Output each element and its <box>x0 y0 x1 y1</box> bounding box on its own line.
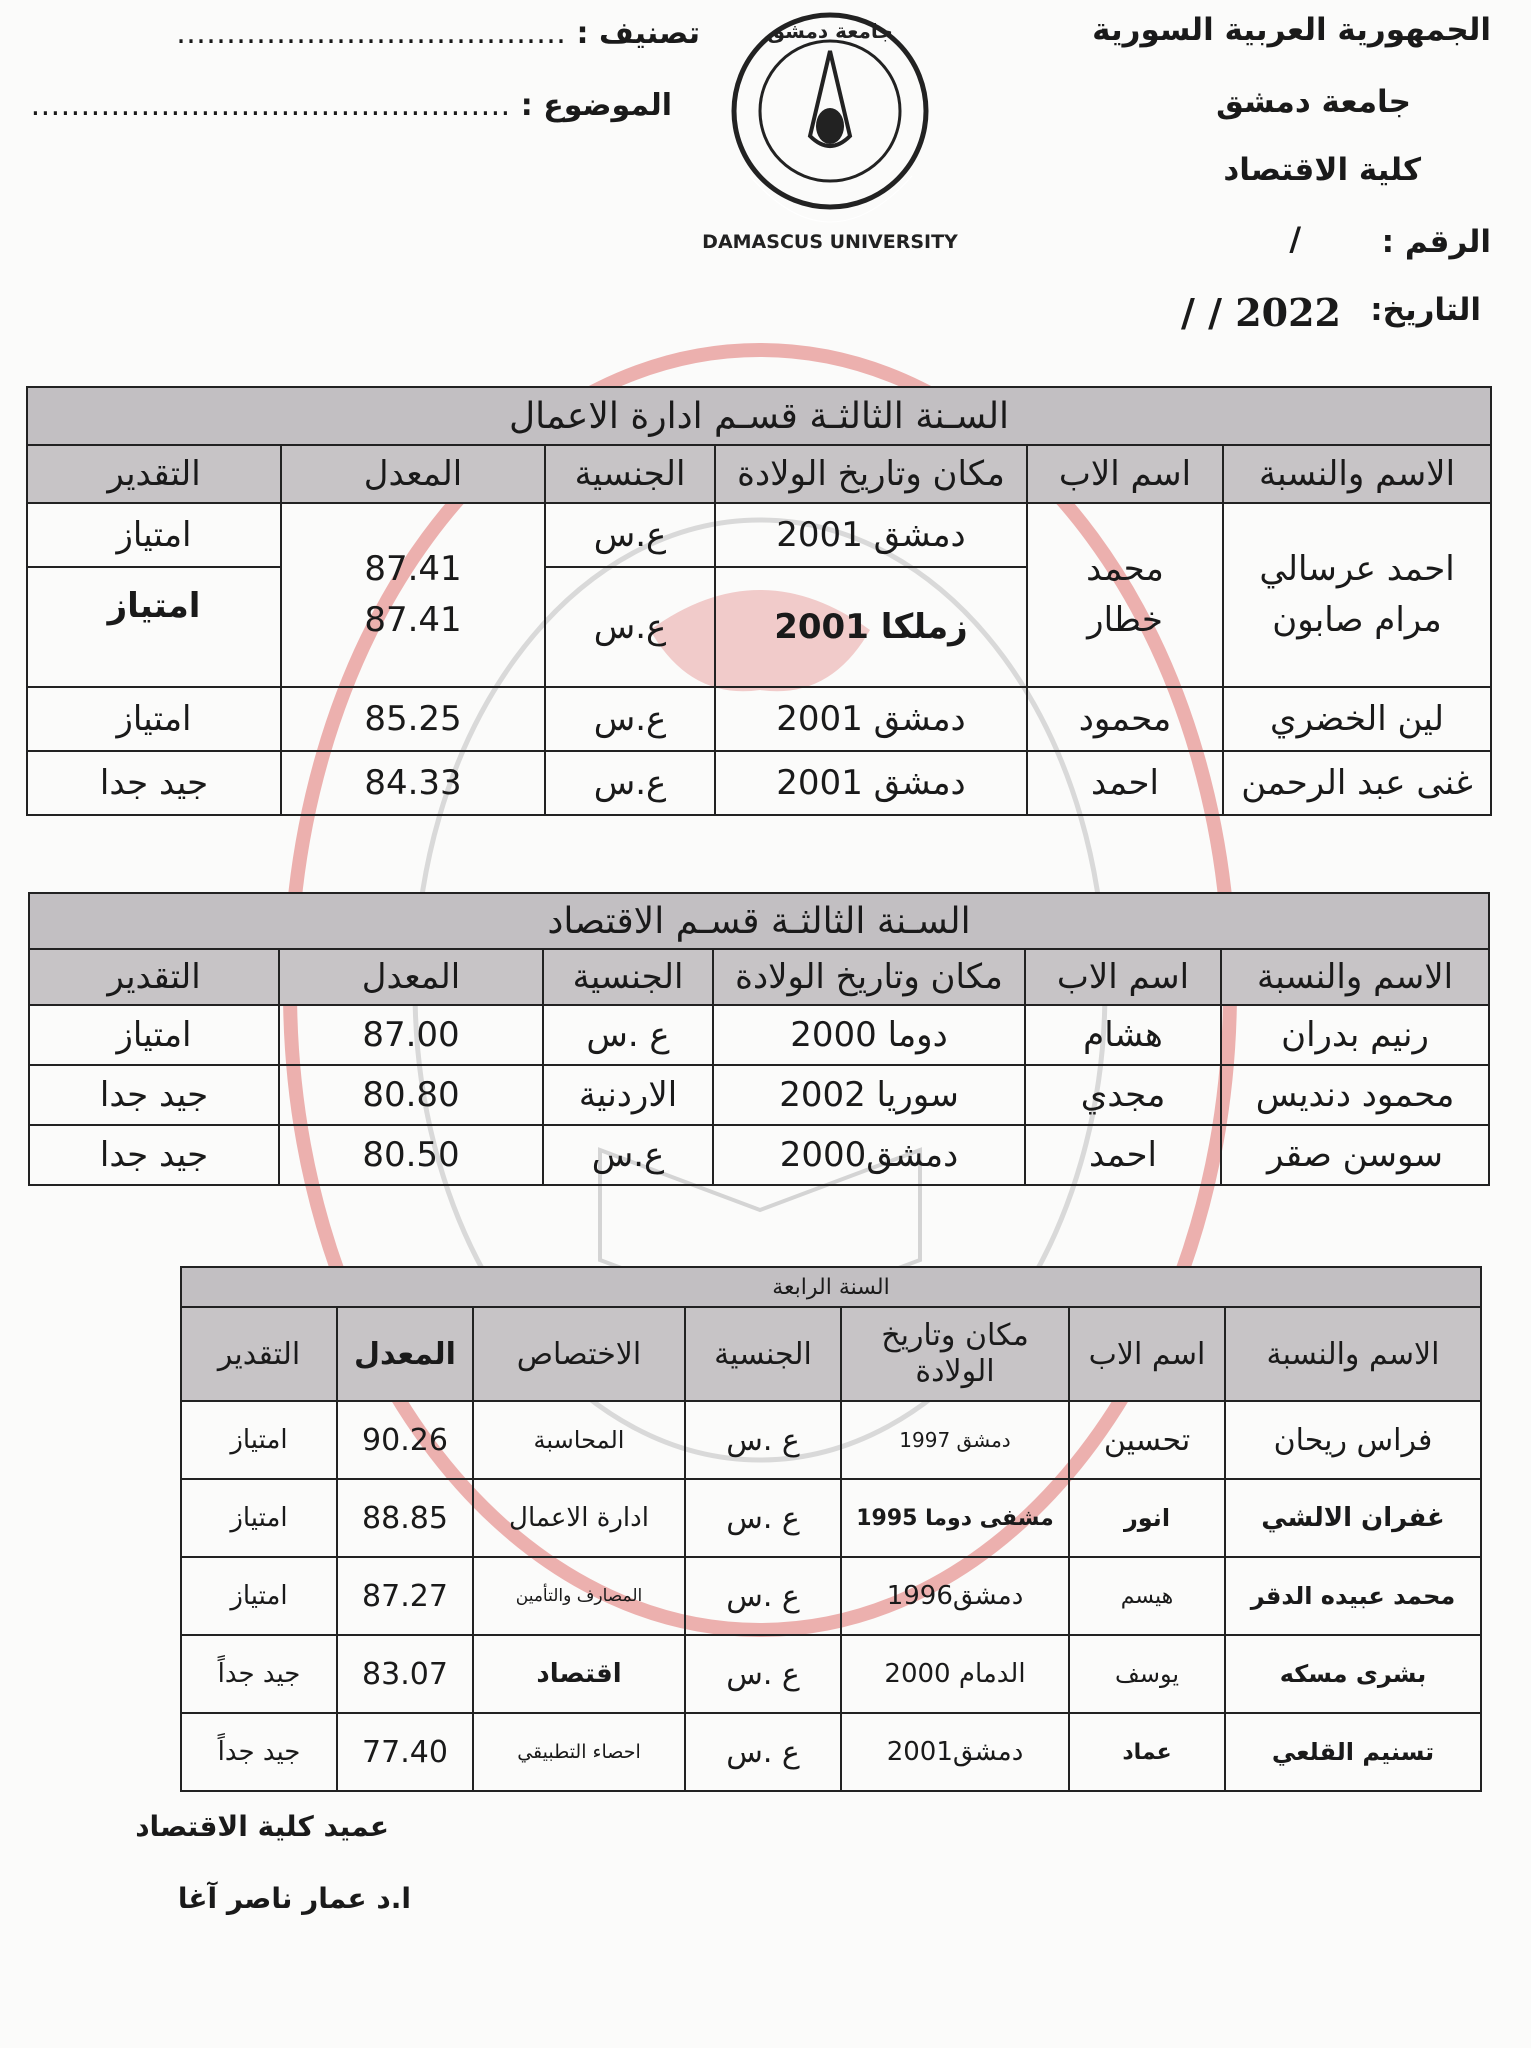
specialty-cell: المحاسبة <box>473 1401 685 1479</box>
col-header-average: المعدل <box>337 1307 473 1401</box>
merged-name-cell <box>1223 503 1491 687</box>
father-name: يوسف <box>1069 1635 1225 1713</box>
father-name: احمد <box>1025 1125 1221 1185</box>
average-value: 77.40 <box>337 1713 473 1791</box>
col-header-birth: مكان وتاريخ الولادة <box>713 949 1025 1005</box>
reference-number-label: الرقم : <box>1381 224 1491 260</box>
father-name: تحسين <box>1069 1401 1225 1479</box>
grade-cell: امتياز <box>27 687 281 751</box>
average-value: 87.00 <box>279 1005 543 1065</box>
dean-name: ا.د عمار ناصر آغا <box>177 1882 411 1915</box>
table-row <box>181 1401 1481 1479</box>
subject-dots: ………………………………………… <box>30 88 511 123</box>
nationality-cell: ع.س <box>545 503 715 567</box>
average-value: 88.85 <box>337 1479 473 1557</box>
fourth-year-table <box>180 1266 1482 1792</box>
birth-cell: الدمام 2000 <box>841 1635 1069 1713</box>
merged-father-cell <box>1027 503 1223 687</box>
col-header-grade: التقدير <box>27 445 281 503</box>
specialty-cell: ادارة الاعمال <box>473 1479 685 1557</box>
birth-cell: دمشق2000 <box>713 1125 1025 1185</box>
average-value: 90.26 <box>337 1401 473 1479</box>
col-header-average: المعدل <box>281 445 545 503</box>
table-title: السنة الرابعة <box>181 1267 1481 1307</box>
nationality-cell: ع .س <box>685 1401 841 1479</box>
subject-label: الموضوع : <box>520 88 672 123</box>
grade-cell: امتياز <box>181 1479 337 1557</box>
col-header-nationality: الجنسية <box>545 445 715 503</box>
father-name: عماد <box>1069 1713 1225 1791</box>
col-header-birth: مكان وتاريخ الولادة <box>841 1307 1069 1401</box>
classification-line <box>176 16 700 51</box>
col-header-father: اسم الاب <box>1025 949 1221 1005</box>
nationality-cell: ع .س <box>543 1005 713 1065</box>
birth-cell: دمشق 1997 <box>841 1401 1069 1479</box>
table-row <box>181 1479 1481 1557</box>
col-header-average: المعدل <box>279 949 543 1005</box>
grade-cell: امتياز <box>181 1401 337 1479</box>
birth-cell: مشفى دوما 1995 <box>841 1479 1069 1557</box>
col-header-specialty: الاختصاص <box>473 1307 685 1401</box>
nationality-cell: ع.س <box>543 1125 713 1185</box>
grade-cell: جيد جداً <box>181 1635 337 1713</box>
nationality-cell: الاردنية <box>543 1065 713 1125</box>
reference-number-slash: / <box>1289 220 1301 258</box>
student-name: لين الخضري <box>1223 687 1491 751</box>
grade-cell: امتياز <box>181 1557 337 1635</box>
nationality-cell: ع.س <box>545 567 715 687</box>
birth-cell: دمشق 2001 <box>715 687 1027 751</box>
faculty-name: كلية الاقتصاد <box>1223 152 1421 188</box>
table-title: السـنة الثالثـة قسـم ادارة الاعمال <box>27 387 1491 445</box>
col-header-father: اسم الاب <box>1027 445 1223 503</box>
grade-cell: امتياز <box>27 567 281 687</box>
nationality-cell: ع .س <box>685 1635 841 1713</box>
father-name: انور <box>1069 1479 1225 1557</box>
birth-cell: دوما 2000 <box>713 1005 1025 1065</box>
nationality-cell: ع .س <box>685 1557 841 1635</box>
logo-text-en: DAMASCUS UNIVERSITY <box>702 231 958 253</box>
student-name: سوسن صقر <box>1221 1125 1489 1185</box>
student-name: احمد عرسالي <box>1259 549 1455 589</box>
father-name: هشام <box>1025 1005 1221 1065</box>
col-header-nationality: الجنسية <box>543 949 713 1005</box>
student-name: مرام صابون <box>1272 600 1442 640</box>
col-header-father: اسم الاب <box>1069 1307 1225 1401</box>
grade-cell: جيد جدا <box>29 1125 279 1185</box>
col-header-birth: مكان وتاريخ الولادة <box>715 445 1027 503</box>
student-name: محمد عبيده الدقر <box>1225 1557 1481 1635</box>
specialty-cell: المصارف والتأمين <box>473 1557 685 1635</box>
table-row <box>29 1005 1489 1065</box>
col-header-grade: التقدير <box>29 949 279 1005</box>
specialty-cell: احصاء التطبيقي <box>473 1713 685 1791</box>
classification-label: تصنيف : <box>576 16 700 51</box>
birth-cell: سوريا 2002 <box>713 1065 1025 1125</box>
table-row <box>27 687 1491 751</box>
father-name: خطار <box>1087 600 1163 640</box>
birth-cell: دمشق 2001 <box>715 503 1027 567</box>
average-value: 87.41 <box>364 549 462 589</box>
subject-line <box>30 88 672 123</box>
father-name: محمد <box>1086 549 1164 589</box>
student-name: تسنيم القلعي <box>1225 1713 1481 1791</box>
table-row <box>29 1125 1489 1185</box>
table-row <box>181 1557 1481 1635</box>
birth-cell: دمشق1996 <box>841 1557 1069 1635</box>
student-name: بشرى مسكه <box>1225 1635 1481 1713</box>
specialty-cell: اقتصاد <box>473 1635 685 1713</box>
table-row <box>27 503 1491 567</box>
table-row <box>27 751 1491 815</box>
classification-dots: ………………………………… <box>176 16 567 51</box>
table-title: السـنة الثالثـة قسـم الاقتصاد <box>29 893 1489 949</box>
student-name: فراس ريحان <box>1225 1401 1481 1479</box>
col-header-grade: التقدير <box>181 1307 337 1401</box>
col-header-name: الاسم والنسبة <box>1221 949 1489 1005</box>
student-name: غفران الالشي <box>1225 1479 1481 1557</box>
dean-title: عميد كلية الاقتصاد <box>135 1810 389 1843</box>
economics-table <box>28 892 1490 1186</box>
country-name: الجمهورية العربية السورية <box>1092 12 1491 48</box>
nationality-cell: ع .س <box>685 1713 841 1791</box>
letterhead-right <box>1071 12 1491 342</box>
nationality-cell: ع.س <box>545 751 715 815</box>
table-row <box>181 1713 1481 1791</box>
date-value: / / 2022 <box>1181 290 1341 335</box>
father-name: محمود <box>1027 687 1223 751</box>
father-name: احمد <box>1027 751 1223 815</box>
birth-cell: دمشق 2001 <box>715 751 1027 815</box>
student-name: غنى عبد الرحمن <box>1223 751 1491 815</box>
father-name: هيسم <box>1069 1557 1225 1635</box>
student-name: رنيم بدران <box>1221 1005 1489 1065</box>
grade-cell: امتياز <box>29 1005 279 1065</box>
average-value: 85.25 <box>281 687 545 751</box>
letterhead-left <box>30 10 700 130</box>
grade-cell: جيد جدا <box>27 751 281 815</box>
average-value: 80.50 <box>279 1125 543 1185</box>
table-row <box>181 1635 1481 1713</box>
business-admin-table <box>26 386 1492 816</box>
col-header-name: الاسم والنسبة <box>1223 445 1491 503</box>
father-name: مجدي <box>1025 1065 1221 1125</box>
student-name: محمود دنديس <box>1221 1065 1489 1125</box>
average-value: 84.33 <box>281 751 545 815</box>
merged-average-cell <box>281 503 545 687</box>
average-value: 87.41 <box>364 600 462 640</box>
logo-text-ar: جامعة دمشق <box>767 19 893 43</box>
grade-cell: امتياز <box>27 503 281 567</box>
date-label: التاريخ: <box>1370 292 1481 328</box>
average-value: 83.07 <box>337 1635 473 1713</box>
grade-cell: جيد جداً <box>181 1713 337 1791</box>
university-logo <box>690 6 970 266</box>
average-value: 87.27 <box>337 1557 473 1635</box>
university-name: جامعة دمشق <box>1216 84 1411 120</box>
birth-cell: زملكا 2001 <box>715 567 1027 687</box>
birth-cell: دمشق2001 <box>841 1713 1069 1791</box>
nationality-cell: ع.س <box>545 687 715 751</box>
col-header-nationality: الجنسية <box>685 1307 841 1401</box>
grade-cell: جيد جدا <box>29 1065 279 1125</box>
table-row <box>29 1065 1489 1125</box>
col-header-name: الاسم والنسبة <box>1225 1307 1481 1401</box>
average-value: 80.80 <box>279 1065 543 1125</box>
nationality-cell: ع .س <box>685 1479 841 1557</box>
